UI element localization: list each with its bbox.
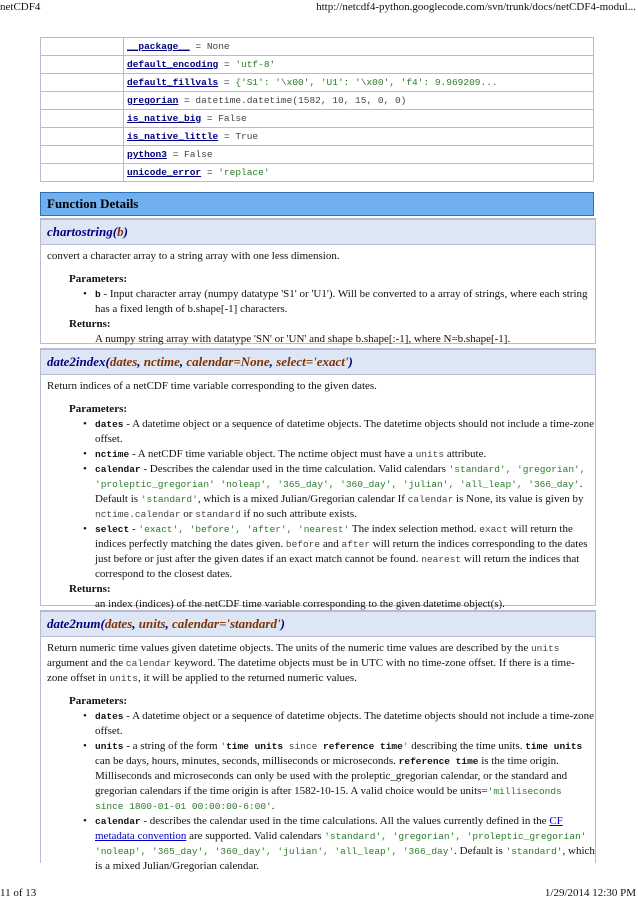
equals-sign: = bbox=[223, 77, 230, 88]
cf-metadata-convention-link[interactable]: CF metadata convention bbox=[95, 815, 563, 842]
param-name: b bbox=[117, 224, 124, 239]
page-number: 11 of 13 bbox=[0, 887, 37, 899]
equals-sign: = bbox=[223, 131, 230, 142]
variable-cell bbox=[124, 92, 594, 110]
parameters-label: Parameters: bbox=[69, 403, 128, 415]
table-cell-empty bbox=[41, 74, 124, 92]
table-cell-empty bbox=[41, 56, 124, 74]
variable-value: {'S1': '\x00', 'U1': '\x00', 'f4': 9.969209... bbox=[235, 77, 498, 88]
parameter-list bbox=[41, 709, 595, 874]
variable-cell bbox=[124, 74, 594, 92]
table-row bbox=[41, 38, 594, 56]
function-name: chartostring bbox=[47, 224, 113, 239]
function-name: date2num bbox=[47, 616, 101, 631]
variable-cell bbox=[124, 128, 594, 146]
function-details-heading: Function Details bbox=[40, 192, 594, 216]
function-name: date2index bbox=[47, 354, 106, 369]
list-item: • select - 'exact', 'before', 'after', 'nearest' The index selection method. exact will return the indices perfectly matching the dates given. before and after will return the indices corresponding to the dates just before or just after the given dates if an exact match cannot be found. nearest will return the indices that correspond to the closest dates. bbox=[95, 522, 595, 582]
returns-label: Returns: bbox=[69, 318, 111, 330]
function-chartostring bbox=[40, 218, 596, 344]
variable-value: 'replace' bbox=[218, 167, 270, 178]
variable-name-link[interactable]: is_native_little bbox=[127, 131, 219, 142]
table-row bbox=[41, 110, 594, 128]
list-item: • nctime - A netCDF time variable object. The nctime object must have a units attribute. bbox=[95, 447, 595, 462]
parameters-label: Parameters: bbox=[69, 695, 128, 707]
returns-description: an index (indices) of the netCDF time variable corresponding to the given datetime object(s). bbox=[95, 598, 505, 610]
variable-value: datetime.datetime(1582, 10, 15, 0, 0) bbox=[195, 95, 407, 106]
returns-label: Returns: bbox=[69, 583, 111, 595]
function-signature: date2index(dates, nctime, calendar=None, select='exact') bbox=[41, 349, 595, 375]
list-item: • dates - A datetime object or a sequence of datetime objects. The datetime objects should not include a time-zone offset. bbox=[95, 417, 595, 447]
list-item: • calendar - describes the calendar used in the time calculations. All the values currently defined in the CF metadata convention are supported. Valid calendars 'standard', 'gregorian', 'proleptic_gregorian' 'noleap', '365_day', '360_day', 'julian', 'all_leap', '366_day'. Default is 'standard', which is a mixed Julian/Gregorian calendar. bbox=[95, 814, 595, 874]
variable-value: 'utf-8' bbox=[235, 59, 276, 70]
list-item: • units - a string of the form 'time units since reference time' describing the time units. time units can be days, hours, minutes, seconds, milliseconds or microseconds. reference time is the time origin. Milliseconds and microseconds can only be used with the proleptic_gregorian calendar, or the standard and gregorian calendars if the time origin is after 1582-10-15. A valid choice would be units='milliseconds since 1800-01-01 00:00:00-6:00'. bbox=[95, 739, 595, 814]
list-item: • dates - A datetime object or a sequence of datetime objects. The datetime objects should not include a time-zone offset. bbox=[95, 709, 595, 739]
equals-sign: = bbox=[172, 149, 179, 160]
parameters-label: Parameters: bbox=[69, 273, 128, 285]
table-row bbox=[41, 92, 594, 110]
function-description: Return numeric time values given datetime objects. The units of the numeric time values are described by the units argument and the calendar keyword. The datetime objects must be in UTC with no time-zone offset. If there is a time-zone offset in units, it will be applied to the returned numeric values. bbox=[47, 642, 575, 684]
function-signature: chartostring(b) bbox=[41, 219, 595, 245]
function-date2num bbox=[40, 610, 596, 872]
list-item: • b - Input character array (numpy datatype 'S1' or 'U1'). Will be converted to a array of strings, where each string has a fixed length of b.shape[-1] characters. bbox=[95, 287, 595, 317]
table-cell-empty bbox=[41, 164, 124, 182]
table-cell-empty bbox=[41, 128, 124, 146]
returns-description: A numpy string array with datatype 'SN' or 'UN' and shape b.shape[:-1], where N=b.shape[-1]. bbox=[95, 333, 511, 345]
variable-name-link[interactable]: is_native_big bbox=[127, 113, 202, 124]
function-description: convert a character array to a string array with one less dimension. bbox=[47, 250, 340, 262]
variable-value: False bbox=[218, 113, 247, 124]
variable-cell bbox=[124, 56, 594, 74]
list-item: • calendar - Describes the calendar used in the time calculation. Valid calendars 'standard', 'gregorian', 'proleptic_gregorian' 'noleap', '365_day', '360_day', 'julian', 'all_leap', '366_day'. Default is 'standard', which is a mixed Julian/Gregorian calendar If calendar is None, its value is given by nctime.calendar or standard if no such attribute exists. bbox=[95, 462, 595, 522]
variable-value: False bbox=[184, 149, 213, 160]
variable-value: None bbox=[206, 41, 230, 52]
function-date2index bbox=[40, 348, 596, 610]
print-timestamp: 1/29/2014 12:30 PM bbox=[544, 887, 636, 899]
table-cell-empty bbox=[41, 110, 124, 128]
variable-value: True bbox=[235, 131, 259, 142]
variable-name-link[interactable]: default_fillvals bbox=[127, 77, 219, 88]
page-header-title: netCDF4 bbox=[0, 1, 41, 13]
equals-sign: = bbox=[195, 41, 202, 52]
table-row bbox=[41, 74, 594, 92]
parameter-list bbox=[41, 287, 595, 317]
table-row bbox=[41, 56, 594, 74]
variable-cell bbox=[124, 146, 594, 164]
table-row bbox=[41, 128, 594, 146]
table-cell-empty bbox=[41, 92, 124, 110]
function-signature: date2num(dates, units, calendar='standard') bbox=[41, 611, 595, 637]
equals-sign: = bbox=[184, 95, 190, 106]
variable-name-link[interactable]: unicode_error bbox=[127, 167, 202, 178]
function-description: Return indices of a netCDF time variable corresponding to the given dates. bbox=[47, 380, 377, 392]
variable-cell bbox=[124, 164, 594, 182]
equals-sign: = bbox=[206, 113, 213, 124]
variable-name-link[interactable]: python3 bbox=[127, 149, 167, 160]
table-cell-empty bbox=[41, 38, 124, 56]
parameter-list bbox=[41, 417, 595, 582]
variable-cell bbox=[124, 38, 594, 56]
page-header-url: http://netcdf4-python.googlecode.com/svn/trunk/docs/netCDF4-modul... bbox=[316, 1, 636, 13]
variables-table bbox=[40, 37, 594, 182]
variable-name-link[interactable]: default_encoding bbox=[127, 59, 219, 70]
table-row bbox=[41, 164, 594, 182]
variable-name-link[interactable]: gregorian bbox=[127, 95, 179, 106]
variable-cell bbox=[124, 110, 594, 128]
table-cell-empty bbox=[41, 146, 124, 164]
equals-sign: = bbox=[206, 167, 213, 178]
equals-sign: = bbox=[223, 59, 230, 70]
variable-name-link[interactable]: __package__ bbox=[127, 41, 190, 52]
table-row bbox=[41, 146, 594, 164]
